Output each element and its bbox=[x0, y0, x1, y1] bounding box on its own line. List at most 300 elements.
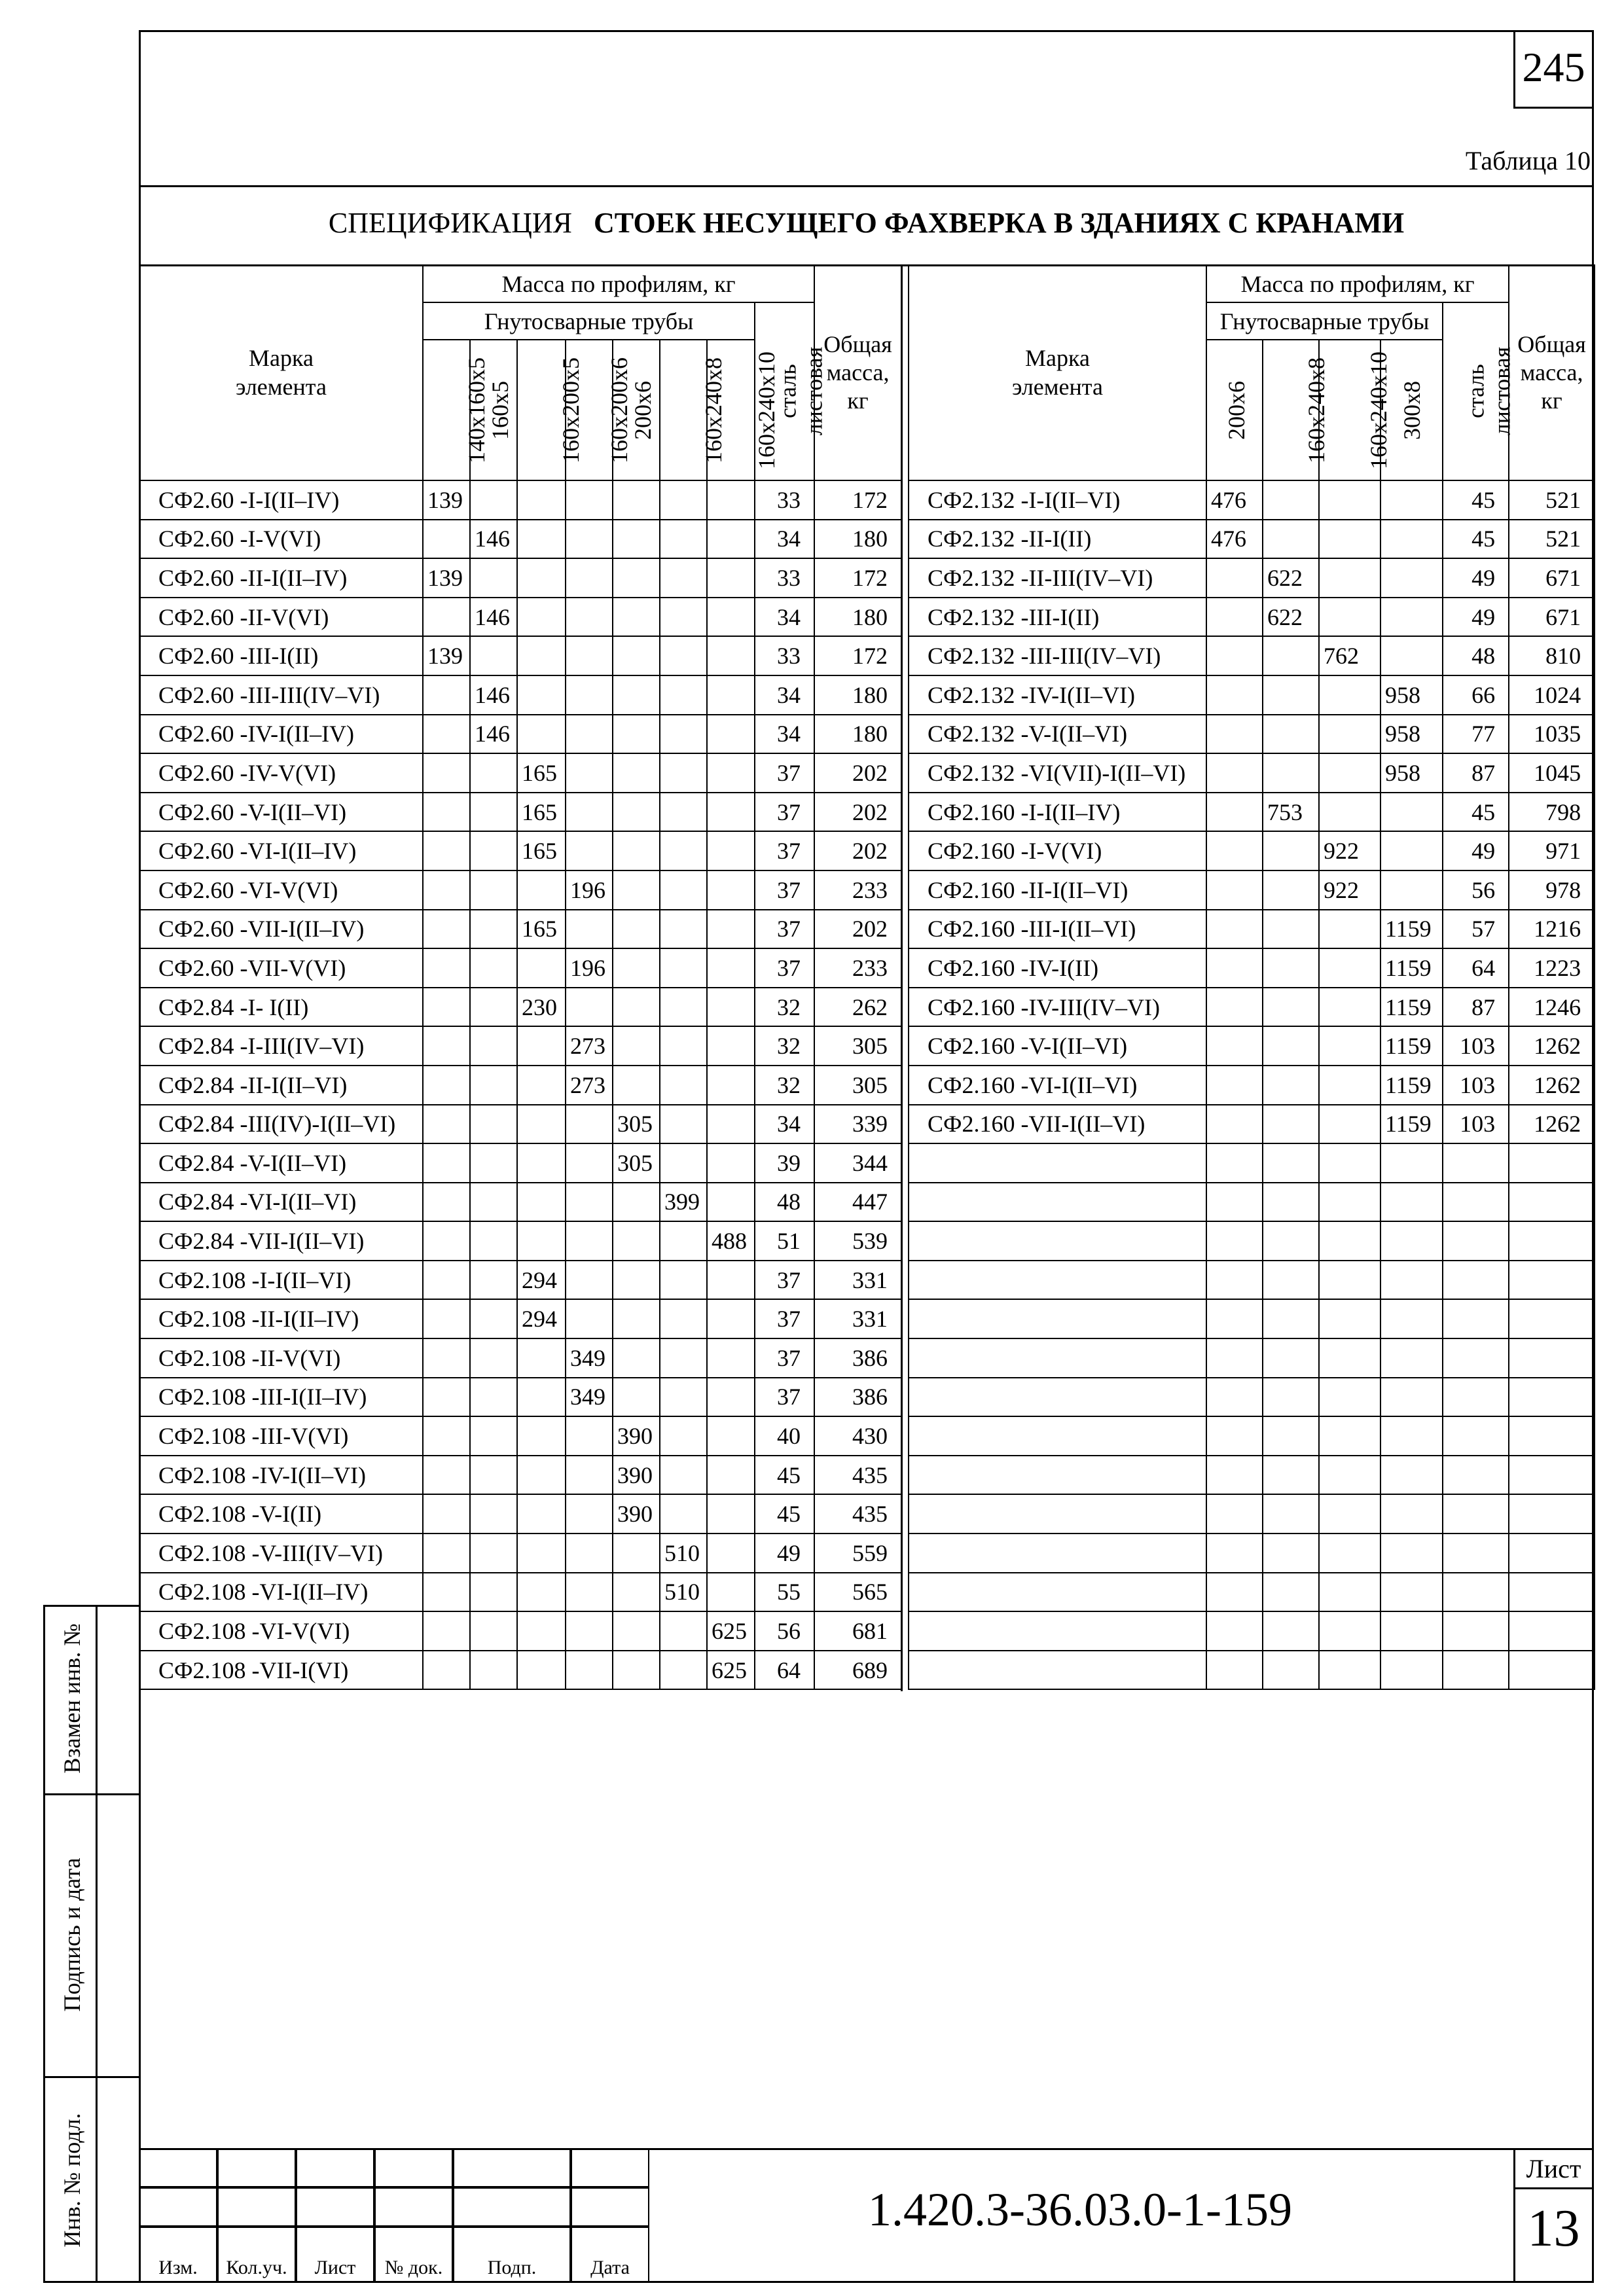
profile-mass-cell bbox=[660, 1143, 707, 1183]
profile-mass-cell: 390 bbox=[613, 1456, 660, 1495]
right-table-profile-header: 160x240x8 bbox=[1263, 340, 1319, 480]
empty-cell bbox=[1319, 1456, 1380, 1495]
profile-mass-cell bbox=[470, 948, 517, 988]
table-row bbox=[909, 1066, 1595, 1105]
spec-title bbox=[139, 206, 1594, 240]
profile-mass-cell bbox=[707, 948, 755, 988]
sheet-steel-cell: 37 bbox=[755, 870, 814, 910]
empty-cell bbox=[1319, 1416, 1380, 1456]
total-mass-cell: 1262 bbox=[1509, 1105, 1595, 1144]
table-row bbox=[139, 675, 901, 715]
empty-cell bbox=[1206, 1456, 1263, 1495]
empty-cell bbox=[1206, 1534, 1263, 1573]
total-mass-cell: 1262 bbox=[1509, 1066, 1595, 1105]
empty-cell bbox=[1206, 1338, 1263, 1378]
empty-cell bbox=[1509, 1416, 1595, 1456]
profile-mass-cell bbox=[517, 1456, 566, 1495]
left-table-profile-header: 140x160x5 bbox=[423, 340, 470, 480]
element-mark-cell: СФ2.132 -VI(VII)-I(II–VI) bbox=[909, 753, 1206, 793]
empty-cell bbox=[1206, 1299, 1263, 1338]
empty-cell bbox=[1263, 1416, 1319, 1456]
stamp-empty-cell bbox=[571, 2187, 649, 2227]
table-row bbox=[139, 1651, 901, 1690]
profile-mass-cell: 146 bbox=[470, 520, 517, 559]
profile-mass-cell bbox=[517, 636, 566, 675]
profile-mass-cell bbox=[470, 1105, 517, 1144]
profile-mass-cell bbox=[707, 1105, 755, 1144]
profile-mass-cell bbox=[566, 598, 613, 637]
total-mass-cell: 1262 bbox=[1509, 1026, 1595, 1066]
empty-cell bbox=[1443, 1416, 1509, 1456]
profile-mass-cell: 1159 bbox=[1380, 1026, 1443, 1066]
table-row bbox=[139, 1416, 901, 1456]
total-mass-cell: 1216 bbox=[1509, 910, 1595, 949]
element-mark-cell: СФ2.60 -VII-I(II–IV) bbox=[139, 910, 423, 949]
element-mark-cell: СФ2.108 -I-I(II–VI) bbox=[139, 1261, 423, 1300]
table-row bbox=[909, 910, 1595, 949]
table-row bbox=[909, 636, 1595, 675]
profile-mass-cell bbox=[1206, 831, 1263, 870]
sheet-steel-cell: 51 bbox=[755, 1221, 814, 1261]
profile-mass-cell: 139 bbox=[423, 636, 470, 675]
profile-mass-cell bbox=[1263, 753, 1319, 793]
profile-mass-cell: 476 bbox=[1206, 520, 1263, 559]
profile-mass-cell bbox=[566, 1143, 613, 1183]
profile-mass-cell: 1159 bbox=[1380, 948, 1443, 988]
profile-mass-cell: 399 bbox=[660, 1183, 707, 1222]
profile-mass-cell bbox=[566, 1221, 613, 1261]
element-mark-cell: СФ2.60 -III-I(II) bbox=[139, 636, 423, 675]
left-table-profile-header: 160x5 bbox=[470, 340, 517, 480]
sheet-steel-cell: 37 bbox=[755, 793, 814, 832]
profile-mass-cell bbox=[423, 1299, 470, 1338]
total-mass-cell: 1246 bbox=[1509, 988, 1595, 1027]
empty-cell bbox=[1443, 1299, 1509, 1338]
profile-mass-cell bbox=[1206, 1105, 1263, 1144]
profile-mass-cell bbox=[707, 988, 755, 1027]
profile-mass-cell: 958 bbox=[1380, 675, 1443, 715]
stamp-empty-cell bbox=[217, 2187, 296, 2227]
profile-mass-cell: 958 bbox=[1380, 753, 1443, 793]
element-mark-cell: СФ2.84 -II-I(II–VI) bbox=[139, 1066, 423, 1105]
profile-mass-cell bbox=[517, 1611, 566, 1651]
profile-mass-cell bbox=[517, 870, 566, 910]
profile-mass-cell bbox=[613, 870, 660, 910]
profile-mass-cell bbox=[613, 1534, 660, 1573]
empty-cell bbox=[1263, 1534, 1319, 1573]
profile-mass-cell bbox=[1206, 948, 1263, 988]
stamp-label-cell: Изм. bbox=[139, 2227, 217, 2283]
profile-mass-cell bbox=[613, 1573, 660, 1612]
sheet-steel-cell: 32 bbox=[755, 988, 814, 1027]
profile-mass-cell bbox=[707, 910, 755, 949]
profile-mass-cell bbox=[1263, 1026, 1319, 1066]
profile-mass-cell: 625 bbox=[707, 1651, 755, 1690]
empty-table-row bbox=[909, 1456, 1595, 1495]
empty-cell bbox=[909, 1261, 1206, 1300]
element-mark-cell: СФ2.84 -I-III(IV–VI) bbox=[139, 1026, 423, 1066]
profile-mass-cell bbox=[613, 988, 660, 1027]
profile-mass-cell bbox=[517, 1105, 566, 1144]
profile-mass-cell bbox=[707, 1143, 755, 1183]
sheet-steel-cell: 34 bbox=[755, 675, 814, 715]
profile-mass-cell bbox=[613, 793, 660, 832]
empty-cell bbox=[909, 1573, 1206, 1612]
profile-mass-cell bbox=[707, 636, 755, 675]
empty-cell bbox=[1319, 1651, 1380, 1690]
sheet-steel-cell: 37 bbox=[755, 831, 814, 870]
profile-mass-cell bbox=[613, 831, 660, 870]
total-mass-cell: 233 bbox=[814, 870, 901, 910]
profile-mass-cell: 762 bbox=[1319, 636, 1380, 675]
profile-mass-cell bbox=[1263, 520, 1319, 559]
profile-mass-cell bbox=[1206, 598, 1263, 637]
stamp-empty-cell bbox=[453, 2148, 571, 2187]
sheet-steel-cell: 87 bbox=[1443, 988, 1509, 1027]
profile-mass-cell bbox=[613, 1261, 660, 1300]
empty-cell bbox=[1263, 1573, 1319, 1612]
profile-mass-cell bbox=[613, 1221, 660, 1261]
profile-mass-cell bbox=[423, 831, 470, 870]
top-sheet-number: 245 bbox=[1522, 44, 1585, 90]
right-header-sheet: сталь листовая bbox=[1443, 302, 1509, 480]
profile-mass-cell: 1159 bbox=[1380, 1066, 1443, 1105]
profile-mass-cell bbox=[707, 675, 755, 715]
empty-cell bbox=[909, 1299, 1206, 1338]
table-row bbox=[139, 948, 901, 988]
element-mark-cell: СФ2.60 -II-V(VI) bbox=[139, 598, 423, 637]
empty-cell bbox=[1380, 1573, 1443, 1612]
profile-mass-cell bbox=[423, 1651, 470, 1690]
profile-mass-cell bbox=[517, 1573, 566, 1612]
profile-mass-cell bbox=[1263, 715, 1319, 754]
profile-mass-cell bbox=[1380, 520, 1443, 559]
profile-mass-cell bbox=[613, 675, 660, 715]
stamp-empty-cell bbox=[374, 2148, 453, 2187]
sheet-steel-cell: 45 bbox=[1443, 520, 1509, 559]
empty-cell bbox=[1443, 1143, 1509, 1183]
empty-cell bbox=[1206, 1416, 1263, 1456]
profile-mass-cell bbox=[1380, 793, 1443, 832]
profile-mass-cell bbox=[613, 1066, 660, 1105]
profile-mass-cell: 625 bbox=[707, 1611, 755, 1651]
total-mass-cell: 559 bbox=[814, 1534, 901, 1573]
sheet-steel-cell: 55 bbox=[755, 1573, 814, 1612]
sheet-steel-cell: 37 bbox=[755, 910, 814, 949]
profile-mass-cell bbox=[1380, 831, 1443, 870]
profile-mass-cell: 349 bbox=[566, 1378, 613, 1417]
profile-mass-cell: 196 bbox=[566, 948, 613, 988]
table-row bbox=[139, 558, 901, 598]
table-row bbox=[909, 675, 1595, 715]
table-row bbox=[139, 1183, 901, 1222]
profile-mass-cell bbox=[470, 870, 517, 910]
profile-mass-cell bbox=[660, 675, 707, 715]
profile-mass-cell bbox=[423, 988, 470, 1027]
table-separator-line bbox=[901, 264, 903, 1691]
profile-mass-cell bbox=[707, 753, 755, 793]
empty-cell bbox=[1263, 1183, 1319, 1222]
total-mass-cell: 971 bbox=[1509, 831, 1595, 870]
stamp-doc-code: 1.420.3-36.03.0-1-159 bbox=[868, 2183, 1292, 2236]
side-stamp-signature: Подпись и дата bbox=[59, 1857, 85, 2012]
profile-mass-cell bbox=[423, 1378, 470, 1417]
table-row bbox=[139, 1338, 901, 1378]
profile-mass-cell bbox=[707, 1261, 755, 1300]
empty-cell bbox=[909, 1456, 1206, 1495]
profile-mass-cell bbox=[707, 1494, 755, 1534]
profile-mass-cell bbox=[660, 1105, 707, 1144]
empty-table-row bbox=[909, 1143, 1595, 1183]
profile-mass-cell bbox=[566, 1534, 613, 1573]
side-stamp-inner-line bbox=[96, 1605, 98, 2283]
sheet-steel-cell: 87 bbox=[1443, 753, 1509, 793]
profile-mass-cell bbox=[470, 831, 517, 870]
total-mass-cell: 331 bbox=[814, 1299, 901, 1338]
table-row bbox=[139, 1026, 901, 1066]
sheet-steel-cell: 64 bbox=[755, 1651, 814, 1690]
empty-cell bbox=[1206, 1183, 1263, 1222]
empty-cell bbox=[1206, 1651, 1263, 1690]
left-header-tubes: Гнутосварные трубы bbox=[423, 302, 755, 340]
profile-mass-cell bbox=[566, 558, 613, 598]
empty-cell bbox=[1319, 1378, 1380, 1417]
stamp-empty-cell bbox=[139, 2148, 217, 2187]
table-row bbox=[139, 1299, 901, 1338]
profile-mass-cell bbox=[613, 558, 660, 598]
profile-mass-cell: 1159 bbox=[1380, 910, 1443, 949]
profile-mass-cell: 139 bbox=[423, 480, 470, 520]
side-stamp-replace: Взамен инв. № bbox=[59, 1623, 85, 1774]
empty-cell bbox=[1443, 1221, 1509, 1261]
profile-mass-cell bbox=[423, 1143, 470, 1183]
empty-cell bbox=[1380, 1534, 1443, 1573]
element-mark-cell: СФ2.160 -III-I(II–VI) bbox=[909, 910, 1206, 949]
element-mark-cell: СФ2.60 -VI-V(VI) bbox=[139, 870, 423, 910]
empty-table-row bbox=[909, 1611, 1595, 1651]
table-row bbox=[909, 753, 1595, 793]
profile-mass-cell bbox=[660, 1338, 707, 1378]
empty-cell bbox=[1263, 1143, 1319, 1183]
profile-mass-cell bbox=[470, 753, 517, 793]
profile-mass-cell bbox=[707, 1026, 755, 1066]
profile-mass-cell bbox=[613, 1611, 660, 1651]
side-stamp-sep-2 bbox=[43, 2076, 139, 2078]
profile-mass-cell bbox=[423, 1573, 470, 1612]
profile-mass-cell bbox=[1380, 636, 1443, 675]
profile-mass-cell: 196 bbox=[566, 870, 613, 910]
empty-table-row bbox=[909, 1534, 1595, 1573]
empty-cell bbox=[1319, 1573, 1380, 1612]
total-mass-cell: 671 bbox=[1509, 558, 1595, 598]
element-mark-cell: СФ2.160 -I-I(II–IV) bbox=[909, 793, 1206, 832]
stamp-label-cell: № док. bbox=[374, 2227, 453, 2283]
profile-mass-cell bbox=[1319, 910, 1380, 949]
element-mark-cell: СФ2.60 -I-V(VI) bbox=[139, 520, 423, 559]
profile-mass-cell bbox=[660, 753, 707, 793]
sheet-steel-cell: 49 bbox=[755, 1534, 814, 1573]
profile-mass-cell bbox=[1206, 675, 1263, 715]
profile-mass-cell bbox=[613, 480, 660, 520]
stamp-empty-cell bbox=[374, 2187, 453, 2227]
table-row bbox=[909, 793, 1595, 832]
empty-cell bbox=[1319, 1338, 1380, 1378]
profile-mass-cell bbox=[1263, 1105, 1319, 1144]
profile-mass-cell: 622 bbox=[1263, 598, 1319, 637]
profile-mass-cell bbox=[566, 1105, 613, 1144]
empty-cell bbox=[1380, 1611, 1443, 1651]
profile-mass-cell bbox=[660, 1378, 707, 1417]
sheet-steel-cell: 34 bbox=[755, 520, 814, 559]
profile-mass-cell bbox=[1319, 988, 1380, 1027]
table-row bbox=[139, 831, 901, 870]
profile-mass-cell bbox=[613, 910, 660, 949]
empty-cell bbox=[1509, 1143, 1595, 1183]
table-row bbox=[139, 1261, 901, 1300]
profile-mass-cell bbox=[707, 1456, 755, 1495]
spec-title-main: СТОЕК НЕСУЩЕГО ФАХВЕРКА В ЗДАНИЯХ С КРАНАМИ bbox=[594, 207, 1405, 239]
empty-cell bbox=[1319, 1299, 1380, 1338]
profile-mass-cell bbox=[1263, 480, 1319, 520]
profile-mass-cell bbox=[707, 831, 755, 870]
profile-mass-cell: 1159 bbox=[1380, 988, 1443, 1027]
empty-cell bbox=[1319, 1611, 1380, 1651]
profile-mass-cell bbox=[470, 1378, 517, 1417]
empty-cell bbox=[909, 1534, 1206, 1573]
profile-mass-cell bbox=[1263, 910, 1319, 949]
profile-mass-cell bbox=[613, 948, 660, 988]
stamp-empty-cell bbox=[217, 2148, 296, 2187]
element-mark-cell: СФ2.108 -III-I(II–IV) bbox=[139, 1378, 423, 1417]
stamp-sheet-label: Лист bbox=[1526, 2154, 1581, 2183]
profile-mass-cell: 294 bbox=[517, 1261, 566, 1300]
total-mass-cell: 344 bbox=[814, 1143, 901, 1183]
profile-mass-cell bbox=[566, 675, 613, 715]
profile-mass-cell bbox=[517, 1066, 566, 1105]
stamp-label-cell: Дата bbox=[571, 2227, 649, 2283]
empty-cell bbox=[1206, 1261, 1263, 1300]
empty-cell bbox=[1443, 1261, 1509, 1300]
table-row bbox=[139, 480, 901, 520]
element-mark-cell: СФ2.108 -V-III(IV–VI) bbox=[139, 1534, 423, 1573]
profile-mass-cell bbox=[707, 1534, 755, 1573]
profile-mass-cell bbox=[517, 1378, 566, 1417]
element-mark-cell: СФ2.160 -V-I(II–VI) bbox=[909, 1026, 1206, 1066]
profile-mass-cell bbox=[1206, 1026, 1263, 1066]
table-row bbox=[139, 1105, 901, 1144]
element-mark-cell: СФ2.132 -IV-I(II–VI) bbox=[909, 675, 1206, 715]
empty-cell bbox=[1319, 1261, 1380, 1300]
profile-mass-cell bbox=[660, 1611, 707, 1651]
sheet-steel-cell: 103 bbox=[1443, 1026, 1509, 1066]
profile-mass-cell bbox=[660, 598, 707, 637]
right-table-profile-header: 300x8 bbox=[1380, 340, 1443, 480]
side-stamp-inventory: Инв. № подл. bbox=[59, 2113, 85, 2248]
left-header-sheet: сталь листовая bbox=[755, 302, 814, 480]
profile-mass-cell bbox=[660, 1651, 707, 1690]
total-mass-cell: 305 bbox=[814, 1026, 901, 1066]
profile-mass-cell bbox=[470, 1416, 517, 1456]
sheet-steel-cell: 34 bbox=[755, 1105, 814, 1144]
profile-mass-cell bbox=[566, 1494, 613, 1534]
empty-cell bbox=[1263, 1299, 1319, 1338]
profile-mass-cell bbox=[423, 1611, 470, 1651]
table-row bbox=[139, 1573, 901, 1612]
total-mass-cell: 202 bbox=[814, 753, 901, 793]
profile-mass-cell bbox=[1263, 675, 1319, 715]
left-header-mass: Масса по профилям, кг bbox=[423, 265, 814, 302]
profile-mass-cell bbox=[613, 1651, 660, 1690]
profile-mass-cell bbox=[423, 1456, 470, 1495]
profile-mass-cell bbox=[660, 1416, 707, 1456]
element-mark-cell: СФ2.108 -V-I(II) bbox=[139, 1494, 423, 1534]
profile-mass-cell: 146 bbox=[470, 598, 517, 637]
profile-mass-cell bbox=[1206, 753, 1263, 793]
profile-mass-cell bbox=[517, 948, 566, 988]
table-row bbox=[139, 636, 901, 675]
profile-mass-cell bbox=[707, 715, 755, 754]
left-header-mark: Марка элемента bbox=[139, 265, 423, 480]
sheet-steel-cell: 56 bbox=[755, 1611, 814, 1651]
sheet-steel-cell: 49 bbox=[1443, 558, 1509, 598]
sheet-steel-cell: 49 bbox=[1443, 831, 1509, 870]
empty-cell bbox=[909, 1378, 1206, 1417]
profile-mass-cell bbox=[660, 1261, 707, 1300]
profile-mass-cell bbox=[1206, 988, 1263, 1027]
profile-mass-cell bbox=[470, 1611, 517, 1651]
sheet-steel-cell: 39 bbox=[755, 1143, 814, 1183]
total-mass-cell: 180 bbox=[814, 598, 901, 637]
stamp-empty-cell bbox=[139, 2187, 217, 2227]
empty-cell bbox=[1509, 1651, 1595, 1690]
table-row bbox=[139, 715, 901, 754]
profile-mass-cell: 922 bbox=[1319, 870, 1380, 910]
empty-table-row bbox=[909, 1338, 1595, 1378]
empty-table-row bbox=[909, 1494, 1595, 1534]
sheet-steel-cell: 37 bbox=[755, 1338, 814, 1378]
element-mark-cell: СФ2.84 -V-I(II–VI) bbox=[139, 1143, 423, 1183]
element-mark-cell: СФ2.108 -VI-V(VI) bbox=[139, 1611, 423, 1651]
profile-mass-cell bbox=[517, 715, 566, 754]
profile-mass-cell: 165 bbox=[517, 753, 566, 793]
element-mark-cell: СФ2.108 -VII-I(VI) bbox=[139, 1651, 423, 1690]
profile-mass-cell bbox=[660, 636, 707, 675]
profile-mass-cell bbox=[470, 1573, 517, 1612]
empty-cell bbox=[909, 1143, 1206, 1183]
empty-cell bbox=[1443, 1573, 1509, 1612]
profile-mass-cell bbox=[1263, 636, 1319, 675]
empty-cell bbox=[1263, 1456, 1319, 1495]
profile-mass-cell bbox=[1206, 636, 1263, 675]
profile-mass-cell bbox=[1206, 1066, 1263, 1105]
profile-mass-cell bbox=[613, 1299, 660, 1338]
empty-cell bbox=[1380, 1261, 1443, 1300]
element-mark-cell: СФ2.108 -IV-I(II–VI) bbox=[139, 1456, 423, 1495]
profile-mass-cell bbox=[470, 1299, 517, 1338]
profile-mass-cell bbox=[423, 948, 470, 988]
profile-mass-cell bbox=[566, 753, 613, 793]
right-header-mark: Марка элемента bbox=[909, 265, 1206, 480]
profile-mass-cell bbox=[707, 1299, 755, 1338]
profile-mass-cell bbox=[1206, 910, 1263, 949]
profile-mass-cell: 165 bbox=[517, 910, 566, 949]
empty-cell bbox=[1443, 1534, 1509, 1573]
total-mass-cell: 305 bbox=[814, 1066, 901, 1105]
profile-mass-cell: 390 bbox=[613, 1494, 660, 1534]
empty-cell bbox=[1263, 1494, 1319, 1534]
sheet-steel-cell: 34 bbox=[755, 598, 814, 637]
empty-cell bbox=[1319, 1183, 1380, 1222]
